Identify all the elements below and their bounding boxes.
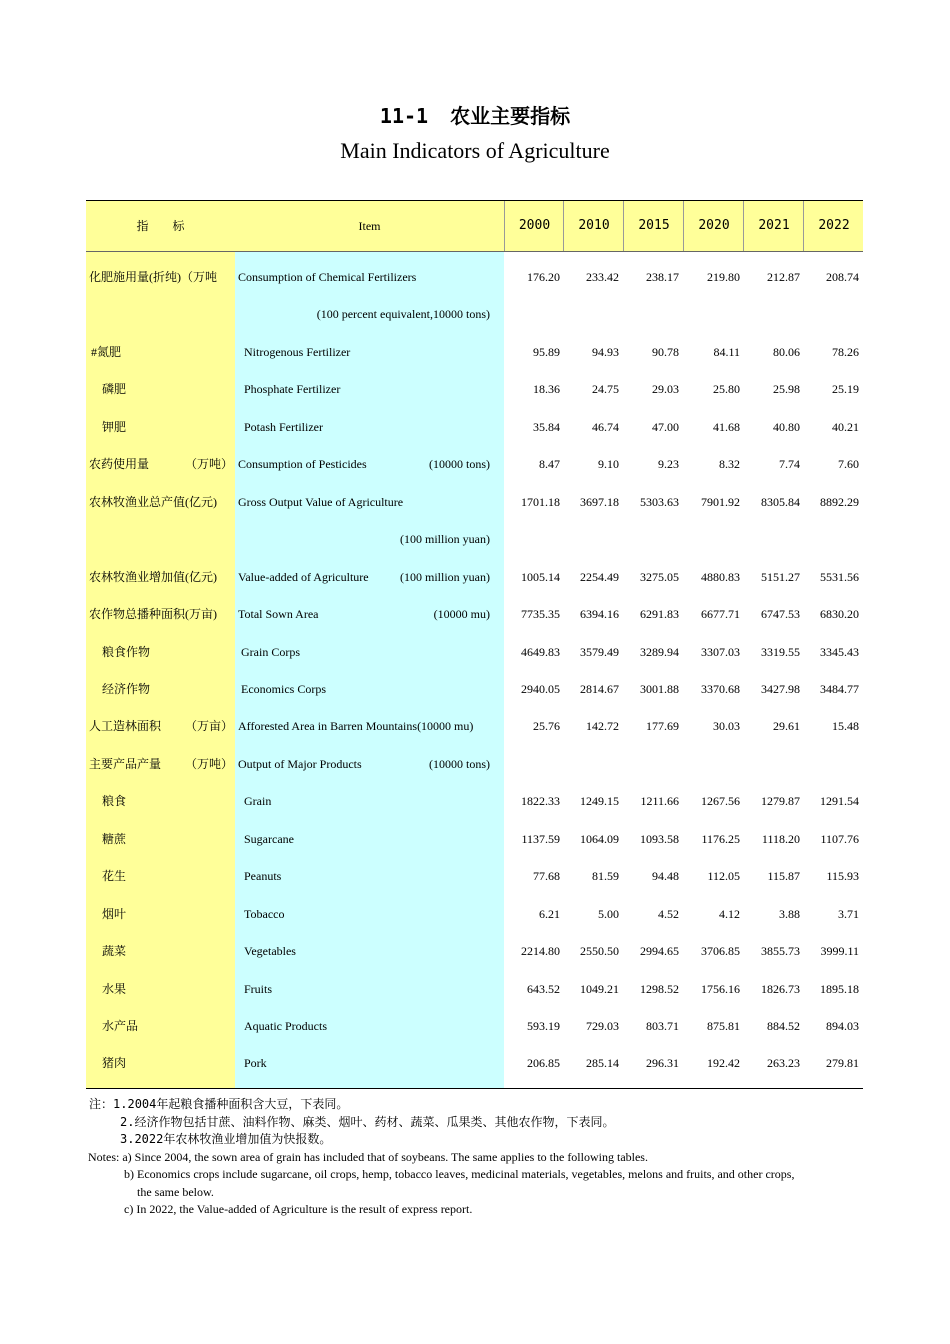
row-label-en — [238, 1008, 490, 1045]
row-label-en — [238, 484, 490, 521]
row-label-cn — [89, 896, 248, 933]
note-en-1: Notes: a) Since 2004, the sown area of grain has included that of soybeans. The same applies to the following tables. — [88, 1149, 648, 1164]
value-cell: 3999.11 — [820, 944, 859, 959]
row-label-en-text: Total Sown Area — [238, 607, 319, 622]
value-cell: 95.89 — [533, 344, 560, 359]
row-label-en-text: Afforested Area in Barren Mountains(10000 mu) — [238, 719, 474, 734]
row-label-en — [238, 1045, 490, 1082]
row-label-cn — [89, 783, 248, 820]
value-cell: 1279.87 — [761, 794, 800, 809]
page-title-cn — [0, 100, 950, 129]
row-label-cn — [89, 409, 248, 446]
table-row — [86, 334, 863, 371]
row-label-cn-text: 糖蔗 — [102, 831, 127, 846]
header-year: 2000 — [504, 201, 564, 251]
row-label-en — [238, 446, 490, 483]
value-cell: 1291.54 — [820, 794, 859, 809]
value-cell: 3706.85 — [701, 944, 740, 959]
value-cell: 3319.55 — [761, 644, 800, 659]
value-cell: 9.10 — [598, 457, 619, 472]
value-cell: 643.52 — [527, 981, 560, 996]
row-label-cn — [89, 1045, 248, 1082]
table-header — [86, 200, 863, 252]
note-text: 年起粮食播种面积含大豆，下表同。 — [156, 1097, 349, 1111]
value-cell: 1267.56 — [701, 794, 740, 809]
value-cell: 1005.14 — [521, 569, 560, 584]
value-cell: 3484.77 — [820, 681, 859, 696]
note-en-2: b) Economics crops include sugarcane, oil crops, hemp, tobacco leaves, medicinal materials, vegetables, melons and fruits, and other crops, — [124, 1167, 795, 1181]
row-label-en — [238, 671, 490, 708]
header-year: 2020 — [683, 201, 744, 251]
value-cell: 84.11 — [713, 344, 740, 359]
row-label-en-text: Economics Corps — [241, 681, 326, 696]
row-label-en — [238, 334, 490, 371]
table-row — [86, 933, 863, 970]
row-unit-cn: （万吨） — [184, 756, 233, 771]
table-row — [86, 371, 863, 408]
row-label-en-text: Value-added of Agriculture — [238, 569, 369, 584]
row-label-cn-text: 粮食 — [102, 794, 127, 809]
row-label-cn-text: 水果 — [102, 981, 127, 996]
value-cell: 78.26 — [832, 344, 859, 359]
row-label-cn-text: 农作物总播种面积(万亩) — [89, 607, 217, 622]
table-row — [86, 971, 863, 1008]
header-year: 2010 — [563, 201, 624, 251]
row-label-cn-text: 粮食作物 — [102, 644, 151, 659]
value-cell: 115.93 — [826, 869, 859, 884]
row-label-en-text: Consumption of Chemical Fertilizers — [238, 270, 417, 284]
value-cell: 25.19 — [832, 382, 859, 397]
value-cell: 5531.56 — [820, 569, 859, 584]
row-label-en-text: Grain Corps — [241, 644, 300, 659]
value-cell: 4649.83 — [521, 644, 560, 659]
note-cn-2 — [89, 1114, 869, 1132]
value-cell: 7901.92 — [701, 494, 740, 509]
row-label-cn-text: 化肥施用量(折纯)（万吨 — [89, 270, 217, 284]
value-cell: 2994.65 — [640, 944, 679, 959]
row-label-en-text: Nitrogenous Fertilizer — [244, 344, 351, 359]
row-unit-en: (100 percent equivalent,10000 tons) — [316, 307, 490, 322]
value-cell: 238.17 — [646, 270, 679, 284]
row-label-en — [238, 596, 490, 633]
value-cell: 3.71 — [838, 906, 859, 921]
value-cell: 18.36 — [533, 382, 560, 397]
value-cell: 24.75 — [592, 382, 619, 397]
value-cell: 6291.83 — [640, 607, 679, 622]
value-cell: 3001.88 — [640, 681, 679, 696]
value-cell: 1093.58 — [640, 831, 679, 846]
value-cell: 35.84 — [533, 419, 560, 434]
table-row — [86, 484, 863, 521]
value-cell: 177.69 — [646, 719, 679, 734]
value-cell: 2550.50 — [580, 944, 619, 959]
note-prefix: 注： — [89, 1097, 114, 1111]
value-cell: 3275.05 — [640, 569, 679, 584]
row-label-cn — [89, 484, 235, 521]
row-label-cn-text: 水产品 — [102, 1019, 139, 1033]
row-label-en-text: Potash Fertilizer — [244, 419, 323, 434]
row-label-en-text: Gross Output Value of Agriculture — [238, 494, 404, 509]
value-cell: 3697.18 — [580, 494, 619, 509]
table-row — [86, 821, 863, 858]
table-row — [86, 559, 863, 596]
value-cell: 803.71 — [646, 1019, 679, 1033]
value-cell: 884.52 — [767, 1019, 800, 1033]
value-cell: 219.80 — [707, 270, 740, 284]
value-cell: 1895.18 — [820, 981, 859, 996]
value-cell: 8305.84 — [761, 494, 800, 509]
row-unit-cn: （万吨） — [184, 457, 233, 472]
note-num: 3.2022 — [120, 1132, 164, 1146]
note-text: 年农林牧渔业增加值为快报数。 — [163, 1132, 332, 1146]
row-label-en-text: Tobacco — [244, 906, 285, 921]
value-cell: 6394.16 — [580, 607, 619, 622]
row-label-en — [238, 933, 490, 970]
row-label-cn-text: #氮肥 — [91, 344, 122, 359]
table-row — [86, 634, 863, 671]
value-cell: 115.87 — [767, 869, 800, 884]
value-cell: 1756.16 — [701, 981, 740, 996]
value-cell: 5303.63 — [640, 494, 679, 509]
note-num: 2. — [120, 1114, 135, 1129]
value-cell: 1064.09 — [580, 831, 619, 846]
value-cell: 94.48 — [652, 869, 679, 884]
value-cell: 2254.49 — [580, 569, 619, 584]
row-label-cn-text: 猪肉 — [102, 1056, 127, 1071]
value-cell: 25.98 — [773, 382, 800, 397]
row-label-en — [238, 783, 490, 820]
row-label-en — [238, 371, 490, 408]
value-cell: 41.68 — [713, 419, 740, 434]
value-cell: 142.72 — [586, 719, 619, 734]
table-number: 11-1 — [379, 104, 429, 128]
header-year: 2021 — [743, 201, 804, 251]
row-unit-en: (100 million yuan) — [400, 569, 490, 584]
row-label-cn — [89, 259, 235, 296]
row-label-en — [238, 559, 490, 596]
value-cell: 81.59 — [592, 869, 619, 884]
value-cell: 25.80 — [713, 382, 740, 397]
row-label-en-text: Peanuts — [244, 869, 282, 884]
table-row — [86, 596, 863, 633]
value-cell: 3.88 — [779, 906, 800, 921]
table-row — [86, 896, 863, 933]
row-label-en — [238, 746, 490, 783]
notes — [89, 1096, 869, 1219]
header-cn: 指 标 — [136, 219, 185, 233]
row-label-cn — [89, 971, 248, 1008]
row-label-cn — [89, 821, 248, 858]
value-cell: 3307.03 — [701, 644, 740, 659]
row-label-cn — [89, 671, 248, 708]
value-cell: 3855.73 — [761, 944, 800, 959]
value-cell: 4.12 — [719, 906, 740, 921]
header-year: 2015 — [623, 201, 684, 251]
value-cell: 1701.18 — [521, 494, 560, 509]
value-cell: 30.03 — [713, 719, 740, 734]
value-cell: 25.76 — [533, 719, 560, 734]
row-label-cn-text: 烟叶 — [102, 906, 127, 921]
value-cell: 1249.15 — [580, 794, 619, 809]
value-cell: 7735.35 — [521, 607, 560, 622]
value-cell: 1822.33 — [521, 794, 560, 809]
value-cell: 5151.27 — [761, 569, 800, 584]
row-label-cn — [89, 559, 235, 596]
row-label-en-text: Sugarcane — [244, 831, 294, 846]
table-row — [86, 521, 863, 558]
row-label-cn — [89, 596, 235, 633]
row-label-en-text: Aquatic Products — [244, 1019, 327, 1033]
value-cell: 29.03 — [652, 382, 679, 397]
note-num: 1.2004 — [113, 1097, 157, 1111]
value-cell: 29.61 — [773, 719, 800, 734]
row-label-cn-text: 农林牧渔业增加值(亿元) — [89, 569, 217, 584]
value-cell: 6.21 — [539, 906, 560, 921]
table-row — [86, 1045, 863, 1082]
value-cell: 2214.80 — [521, 944, 560, 959]
value-cell: 1176.25 — [701, 831, 740, 846]
row-label-en-text: Grain — [244, 794, 272, 809]
value-cell: 1049.21 — [580, 981, 619, 996]
table-row — [86, 746, 863, 783]
row-label-en-text: Vegetables — [244, 944, 296, 959]
value-cell: 3345.43 — [820, 644, 859, 659]
value-cell: 875.81 — [707, 1019, 740, 1033]
table-row — [86, 858, 863, 895]
row-unit-en: (10000 tons) — [429, 756, 490, 771]
title-cn-text: 农业主要指标 — [450, 104, 571, 128]
value-cell: 1107.76 — [820, 831, 859, 846]
value-cell: 285.14 — [586, 1056, 619, 1071]
value-cell: 8892.29 — [820, 494, 859, 509]
value-cell: 3427.98 — [761, 681, 800, 696]
value-cell: 729.03 — [586, 1019, 619, 1033]
row-label-en — [238, 259, 490, 296]
value-cell: 2814.67 — [580, 681, 619, 696]
row-label-en — [238, 634, 490, 671]
value-cell: 263.23 — [767, 1056, 800, 1071]
row-label-cn-text: 蔬菜 — [102, 944, 127, 959]
note-cn-3 — [89, 1131, 869, 1149]
value-cell: 6830.20 — [820, 607, 859, 622]
table-row — [86, 671, 863, 708]
value-cell: 3289.94 — [640, 644, 679, 659]
row-label-cn — [89, 334, 237, 371]
note-cn-1 — [89, 1096, 869, 1114]
value-cell: 2940.05 — [521, 681, 560, 696]
row-label-en — [238, 896, 490, 933]
note-en-3: the same below. — [137, 1184, 214, 1199]
value-cell: 46.74 — [592, 419, 619, 434]
value-cell: 40.80 — [773, 419, 800, 434]
value-cell: 40.21 — [832, 419, 859, 434]
table-row — [86, 708, 863, 745]
row-label-en-text: Output of Major Products — [238, 756, 362, 771]
value-cell: 593.19 — [527, 1019, 560, 1033]
table-row — [86, 296, 863, 333]
table-row — [86, 783, 863, 820]
row-label-en-text: Fruits — [244, 981, 273, 996]
value-cell: 208.74 — [826, 270, 859, 284]
row-label-en — [238, 708, 490, 745]
value-cell: 1826.73 — [761, 981, 800, 996]
row-label-cn — [89, 634, 248, 671]
row-label-cn — [89, 746, 235, 783]
value-cell: 296.31 — [646, 1056, 679, 1071]
row-unit-en: (100 million yuan) — [400, 532, 490, 547]
row-label-cn — [89, 446, 235, 483]
value-cell: 4880.83 — [701, 569, 740, 584]
row-label-en-text: Pork — [244, 1056, 267, 1071]
value-cell: 1137.59 — [521, 831, 560, 846]
row-label-cn — [89, 708, 235, 745]
value-cell: 1211.66 — [640, 794, 679, 809]
note-text: 经济作物包括甘蔗、油料作物、麻类、烟叶、药材、蔬菜、瓜果类、其他农作物，下表同。 — [134, 1114, 615, 1129]
row-label-cn-text: 农林牧渔业总产值(亿元) — [89, 494, 217, 509]
table-row — [86, 409, 863, 446]
row-label-en-text: Consumption of Pesticides — [238, 457, 367, 472]
value-cell: 90.78 — [652, 344, 679, 359]
row-unit-cn: （万亩） — [184, 719, 233, 734]
value-cell: 8.32 — [719, 457, 740, 472]
table-bottom-rule — [86, 1088, 863, 1089]
note-en-4: c) In 2022, the Value-added of Agriculture is the result of express report. — [124, 1202, 473, 1216]
table-row — [86, 446, 863, 483]
indicators-table — [86, 200, 863, 1089]
row-label-en — [238, 821, 490, 858]
value-cell: 894.03 — [826, 1019, 859, 1033]
row-label-cn-text: 主要产品产量 — [89, 756, 162, 771]
value-cell: 94.93 — [592, 344, 619, 359]
value-cell: 192.42 — [707, 1056, 740, 1071]
row-unit-en: (10000 mu) — [433, 607, 490, 622]
page-title-en: Main Indicators of Agriculture — [340, 138, 610, 163]
row-label-cn — [89, 1008, 248, 1045]
row-label-cn — [89, 933, 248, 970]
value-cell: 15.48 — [832, 719, 859, 734]
value-cell: 279.81 — [826, 1056, 859, 1071]
value-cell: 206.85 — [527, 1056, 560, 1071]
row-label-cn — [89, 858, 248, 895]
value-cell: 4.52 — [658, 906, 679, 921]
row-label-cn-text: 磷肥 — [102, 382, 127, 397]
value-cell: 8.47 — [539, 457, 560, 472]
value-cell: 1118.20 — [761, 831, 800, 846]
row-label-en-text: Phosphate Fertilizer — [244, 382, 341, 397]
row-label-cn-text: 经济作物 — [102, 681, 151, 696]
table-row — [86, 259, 863, 296]
header-year: 2022 — [803, 201, 864, 251]
value-cell: 47.00 — [652, 419, 679, 434]
value-cell: 1298.52 — [640, 981, 679, 996]
value-cell: 9.23 — [658, 457, 679, 472]
value-cell: 7.60 — [838, 457, 859, 472]
value-cell: 233.42 — [586, 270, 619, 284]
row-label-cn — [89, 371, 248, 408]
row-label-cn-text: 农药使用量 — [89, 457, 150, 472]
row-unit-en: (10000 tons) — [429, 457, 490, 472]
value-cell: 3579.49 — [580, 644, 619, 659]
value-cell: 212.87 — [767, 270, 800, 284]
row-label-en — [238, 971, 490, 1008]
value-cell: 7.74 — [779, 457, 800, 472]
row-label-cn-text: 钾肥 — [102, 419, 127, 434]
value-cell: 80.06 — [773, 344, 800, 359]
row-label-en — [238, 409, 490, 446]
value-cell: 5.00 — [598, 906, 619, 921]
value-cell: 6747.53 — [761, 607, 800, 622]
row-label-cn-text: 人工造林面积 — [89, 719, 162, 734]
value-cell: 112.05 — [707, 869, 740, 884]
value-cell: 77.68 — [533, 869, 560, 884]
row-label-cn-text: 花生 — [102, 869, 127, 884]
header-en: Item — [358, 219, 381, 233]
value-cell: 6677.71 — [701, 607, 740, 622]
value-cell: 3370.68 — [701, 681, 740, 696]
row-label-en — [238, 858, 490, 895]
table-row — [86, 1008, 863, 1045]
value-cell: 176.20 — [527, 270, 560, 284]
